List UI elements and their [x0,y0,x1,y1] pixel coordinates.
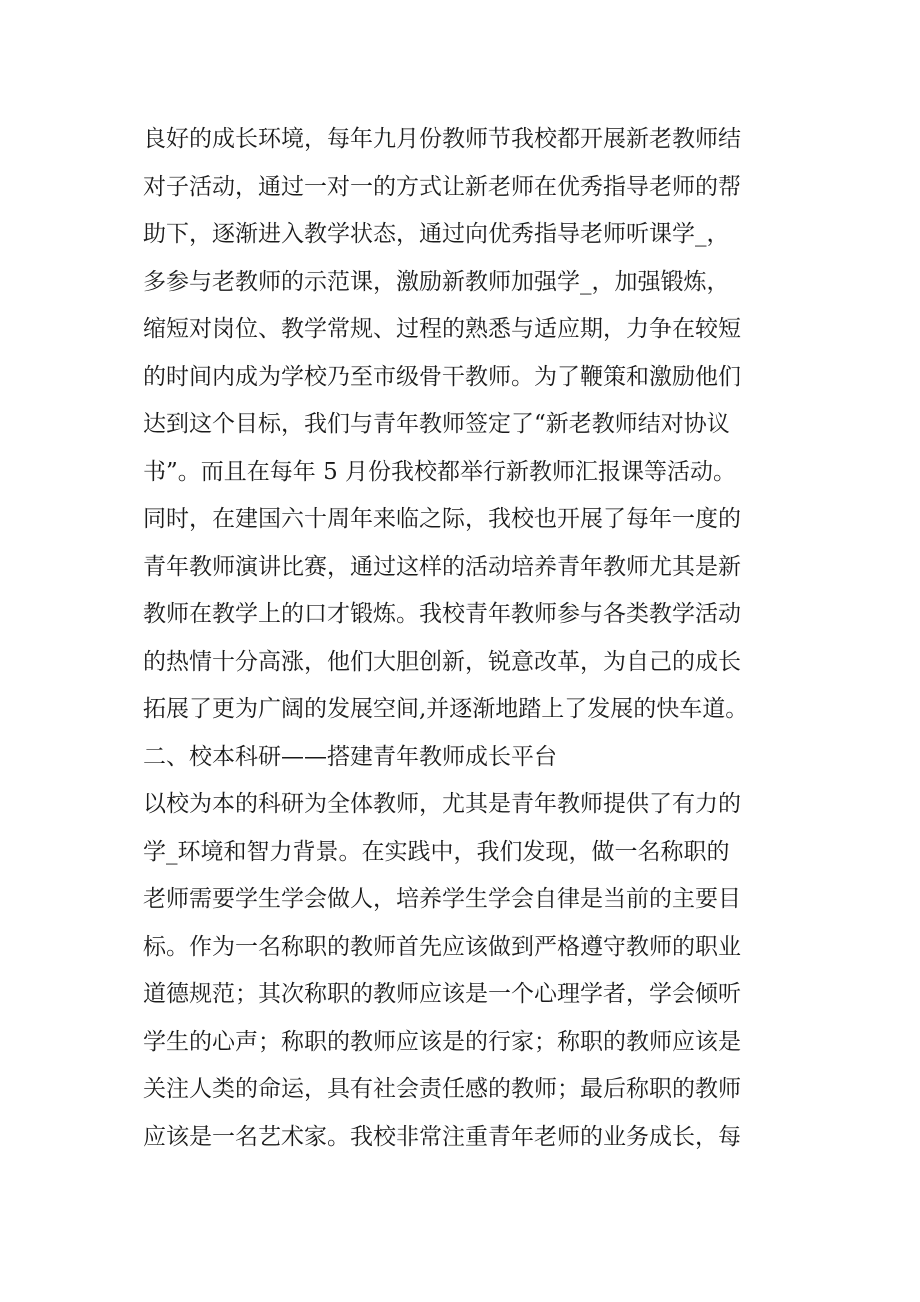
text-line: 多参与老教师的示范课，激励新教师加强学_，加强锻炼， [143,268,730,295]
text-line: 同时，在建国六十周年来临之际，我校也开展了每年一度的 [143,506,741,532]
text-line: 良好的成长环境，每年九月份教师节我校都开展新老教师结 [143,126,741,152]
text-line: 教师在教学上的口才锻炼。我校青年教师参与各类教学活动 [143,601,741,627]
text-line: 缩短对岗位、教学常规、过程的熟悉与适应期，力争在较短 [143,316,741,342]
text-line: 助下，逐渐进入教学状态，通过向优秀指导老师听课学_， [143,221,730,247]
text-line: 以校为本的科研为全体教师，尤其是青年教师提供了有力的 [143,791,741,817]
text-line: 的热情十分高涨，他们大胆创新，锐意改革，为自己的成长 [143,648,741,675]
text-line: 标。作为一名称职的教师首先应该做到严格遵守教师的职业 [143,933,741,960]
text-line: 书”。而且在每年 5 月份我校都举行新教师汇报课等活动。 [143,458,737,485]
text-line: 老师需要学生学会做人，培养学生学会自律是当前的主要目 [143,886,741,912]
text-line: 道德规范；其次称职的教师应该是一个心理学者，学会倾听 [143,981,741,1007]
text-line: 对子活动，通过一对一的方式让新老师在优秀指导老师的帮 [143,173,741,200]
text-line: 达到这个目标，我们与青年教师签定了“新老教师结对协议 [143,411,730,437]
text-line: 学_环境和智力背景。在实践中，我们发现，做一名称职的 [143,838,730,865]
text-line: 青年教师演讲比赛，通过这样的活动培养青年教师尤其是新 [143,553,741,580]
text-line: 关注人类的命运，具有社会责任感的教师；最后称职的教师 [143,1076,741,1102]
section-heading: 二、校本科研——搭建青年教师成长平台 [143,743,557,770]
text-line: 拓展了更为广阔的发展空间,并逐渐地踏上了发展的快车道。 [143,696,749,722]
text-line: 学生的心声；称职的教师应该是的行家；称职的教师应该是 [143,1028,741,1055]
text-line: 的时间内成为学校乃至市级骨干教师。为了鞭策和激励他们 [143,363,741,390]
text-line: 应该是一名艺术家。我校非常注重青年老师的业务成长，每 [143,1123,741,1150]
document-body [143,116,783,1161]
